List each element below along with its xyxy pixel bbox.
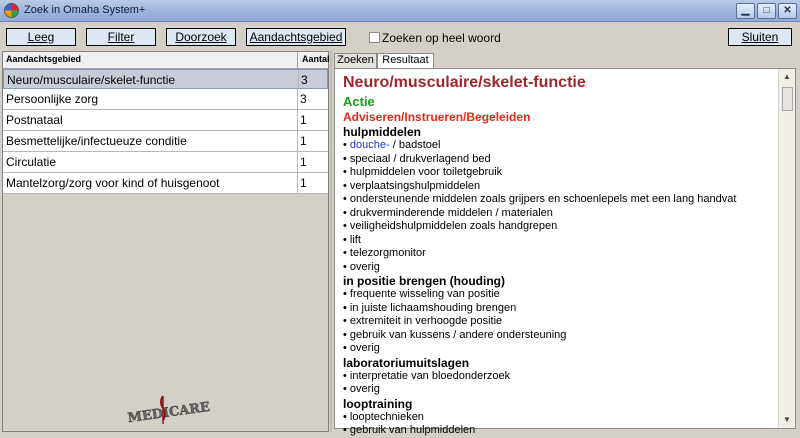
table-row[interactable]: [3, 69, 328, 89]
list-item: • looptechnieken: [343, 410, 424, 423]
list-item-text: interpretatie van bloedonderzoek: [349, 369, 511, 382]
list-item-text: in juiste lichaamshouding brengen: [349, 301, 517, 314]
leeg-button[interactable]: [6, 28, 76, 46]
row-name: Mantelzorg/zorg voor kind of huisgenoot: [6, 176, 220, 190]
list-item: • overig: [343, 383, 380, 395]
scroll-up-icon[interactable]: ▲: [783, 72, 791, 81]
panel-splitter[interactable]: [330, 51, 332, 432]
list-item-text: frequente wisseling van positie: [349, 288, 500, 300]
row-count: 1: [300, 155, 307, 169]
column-header-aantal[interactable]: Aantal: [302, 54, 330, 64]
app-icon: [4, 3, 19, 18]
list-item-text: gebruik van kussens / andere ondersteuning: [349, 328, 567, 341]
window-title: Zoek in Omaha System+: [24, 4, 146, 16]
table-row[interactable]: [3, 131, 328, 152]
title-bar: [0, 0, 800, 22]
result-scrollbar[interactable]: [778, 69, 795, 428]
result-pane: [334, 68, 796, 436]
scroll-down-icon[interactable]: ▼: [783, 415, 791, 424]
list-item-text: / badstoel: [389, 139, 441, 151]
list-item: • overig: [343, 260, 380, 273]
list-item: • veiligheidshulpmiddelen zoals handgrepen: [343, 220, 558, 232]
doorzoek-button[interactable]: [166, 28, 236, 46]
filter-button-label: Filter: [107, 30, 135, 44]
row-count: 3: [300, 92, 307, 106]
list-item: • interpretatie van bloedonderzoek: [343, 369, 511, 382]
list-item-text: overig: [349, 342, 380, 354]
list-item-text: veiligheidshulpmiddelen zoals handgrepen: [349, 220, 558, 232]
row-name: Circulatie: [6, 155, 57, 169]
table-row[interactable]: [3, 89, 328, 110]
list-item: • telezorgmonitor: [343, 247, 426, 259]
list-item: • speciaal / drukverlagend bed: [343, 152, 491, 165]
list-item: • drukverminderende middelen / materialen: [343, 206, 553, 219]
row-name: Neuro/musculaire/skelet-functie: [7, 73, 176, 87]
table-header: [3, 52, 328, 69]
list-item: • in juiste lichaamshouding brengen: [343, 301, 517, 314]
list-item-text: drukverminderende middelen / materialen: [349, 206, 553, 219]
list-item-text: telezorgmonitor: [349, 247, 426, 259]
list-item-text: looptechnieken: [349, 410, 424, 423]
list-item: • lift: [343, 233, 361, 246]
aandachtsgebied-panel: [2, 51, 329, 432]
list-item: • overig: [343, 342, 380, 354]
table-body: [3, 69, 328, 194]
row-name: Postnataal: [6, 113, 63, 127]
section-heading: hulpmiddelen: [343, 125, 421, 139]
aandachtsgebied-button[interactable]: [246, 28, 346, 46]
doorzoek-button-label: Doorzoek: [175, 30, 227, 44]
result-title: Neuro/musculaire/skelet-functie: [343, 74, 586, 91]
section-heading: in positie brengen (houding): [343, 274, 505, 288]
list-item-text: hulpmiddelen voor toiletgebruik: [349, 166, 503, 178]
close-icon[interactable]: ✕: [778, 3, 797, 19]
list-item: • ondersteunende middelen zoals grijpers en schoenlepels met een lang handvat: [343, 193, 737, 205]
tab-zoeken[interactable]: Zoeken: [334, 53, 377, 68]
list-item-text: lift: [349, 233, 361, 246]
list-item-text: gebruik van hulpmiddelen: [349, 424, 476, 436]
table-row[interactable]: [3, 152, 328, 173]
row-count: 3: [301, 73, 308, 87]
list-item-text: verplaatsingshulpmiddelen: [349, 179, 481, 192]
table-row[interactable]: [3, 110, 328, 131]
list-item-text: overig: [349, 260, 380, 273]
tab-resultaat[interactable]: Resultaat: [377, 53, 434, 68]
section-heading: looptraining: [343, 396, 413, 411]
aandachtsgebied-button-label: Aandachtsgebied: [249, 30, 343, 44]
heel-woord-label: Zoeken op heel woord: [382, 31, 501, 45]
list-item: • extremiteit in verhoogde positie: [343, 315, 503, 327]
list-item-text: ondersteunende middelen zoals grijpers en schoenlepels met een lang handvat: [349, 193, 737, 205]
minimize-icon[interactable]: ▁: [736, 3, 755, 19]
row-count: 1: [300, 113, 307, 127]
sluiten-button-label: Sluiten: [741, 30, 779, 44]
filter-button[interactable]: [86, 28, 156, 46]
leeg-button-label: Leeg: [27, 30, 55, 44]
list-item: • gebruik van kussens / andere ondersteuning: [343, 328, 567, 341]
logo-text: MEDICARE: [126, 399, 211, 427]
heel-woord-checkbox[interactable]: [369, 32, 380, 43]
column-header-aandachtsgebied[interactable]: Aandachtsgebied: [6, 54, 82, 64]
list-item-text: speciaal / drukverlagend bed: [349, 152, 491, 165]
list-item: • verplaatsingshulpmiddelen: [343, 179, 481, 192]
list-item: • hulpmiddelen voor toiletgebruik: [343, 166, 503, 178]
douche-link[interactable]: douche-: [349, 139, 390, 151]
row-name: Persoonlijke zorg: [6, 92, 99, 106]
row-name: Besmettelijke/infectueuze conditie: [6, 134, 187, 148]
sluiten-button[interactable]: [728, 28, 792, 46]
result-actie: Actie: [343, 94, 375, 109]
result-subtitle: Adviseren/Instrueren/Begeleiden: [343, 110, 531, 124]
list-item-text: extremiteit in verhoogde positie: [349, 315, 503, 327]
row-count: 1: [300, 176, 307, 190]
table-row[interactable]: [3, 173, 328, 194]
maximize-icon[interactable]: □: [757, 3, 776, 19]
list-item: • gebruik van hulpmiddelen: [343, 424, 476, 436]
scroll-thumb[interactable]: [782, 87, 793, 111]
section-heading: laboratoriumuitslagen: [343, 355, 470, 370]
list-item: • frequente wisseling van positie: [343, 288, 500, 300]
medicare-logo: [125, 393, 211, 427]
list-item-text: overig: [349, 383, 380, 395]
row-count: 1: [300, 134, 307, 148]
list-item: • douche- / badstoel: [343, 139, 441, 151]
